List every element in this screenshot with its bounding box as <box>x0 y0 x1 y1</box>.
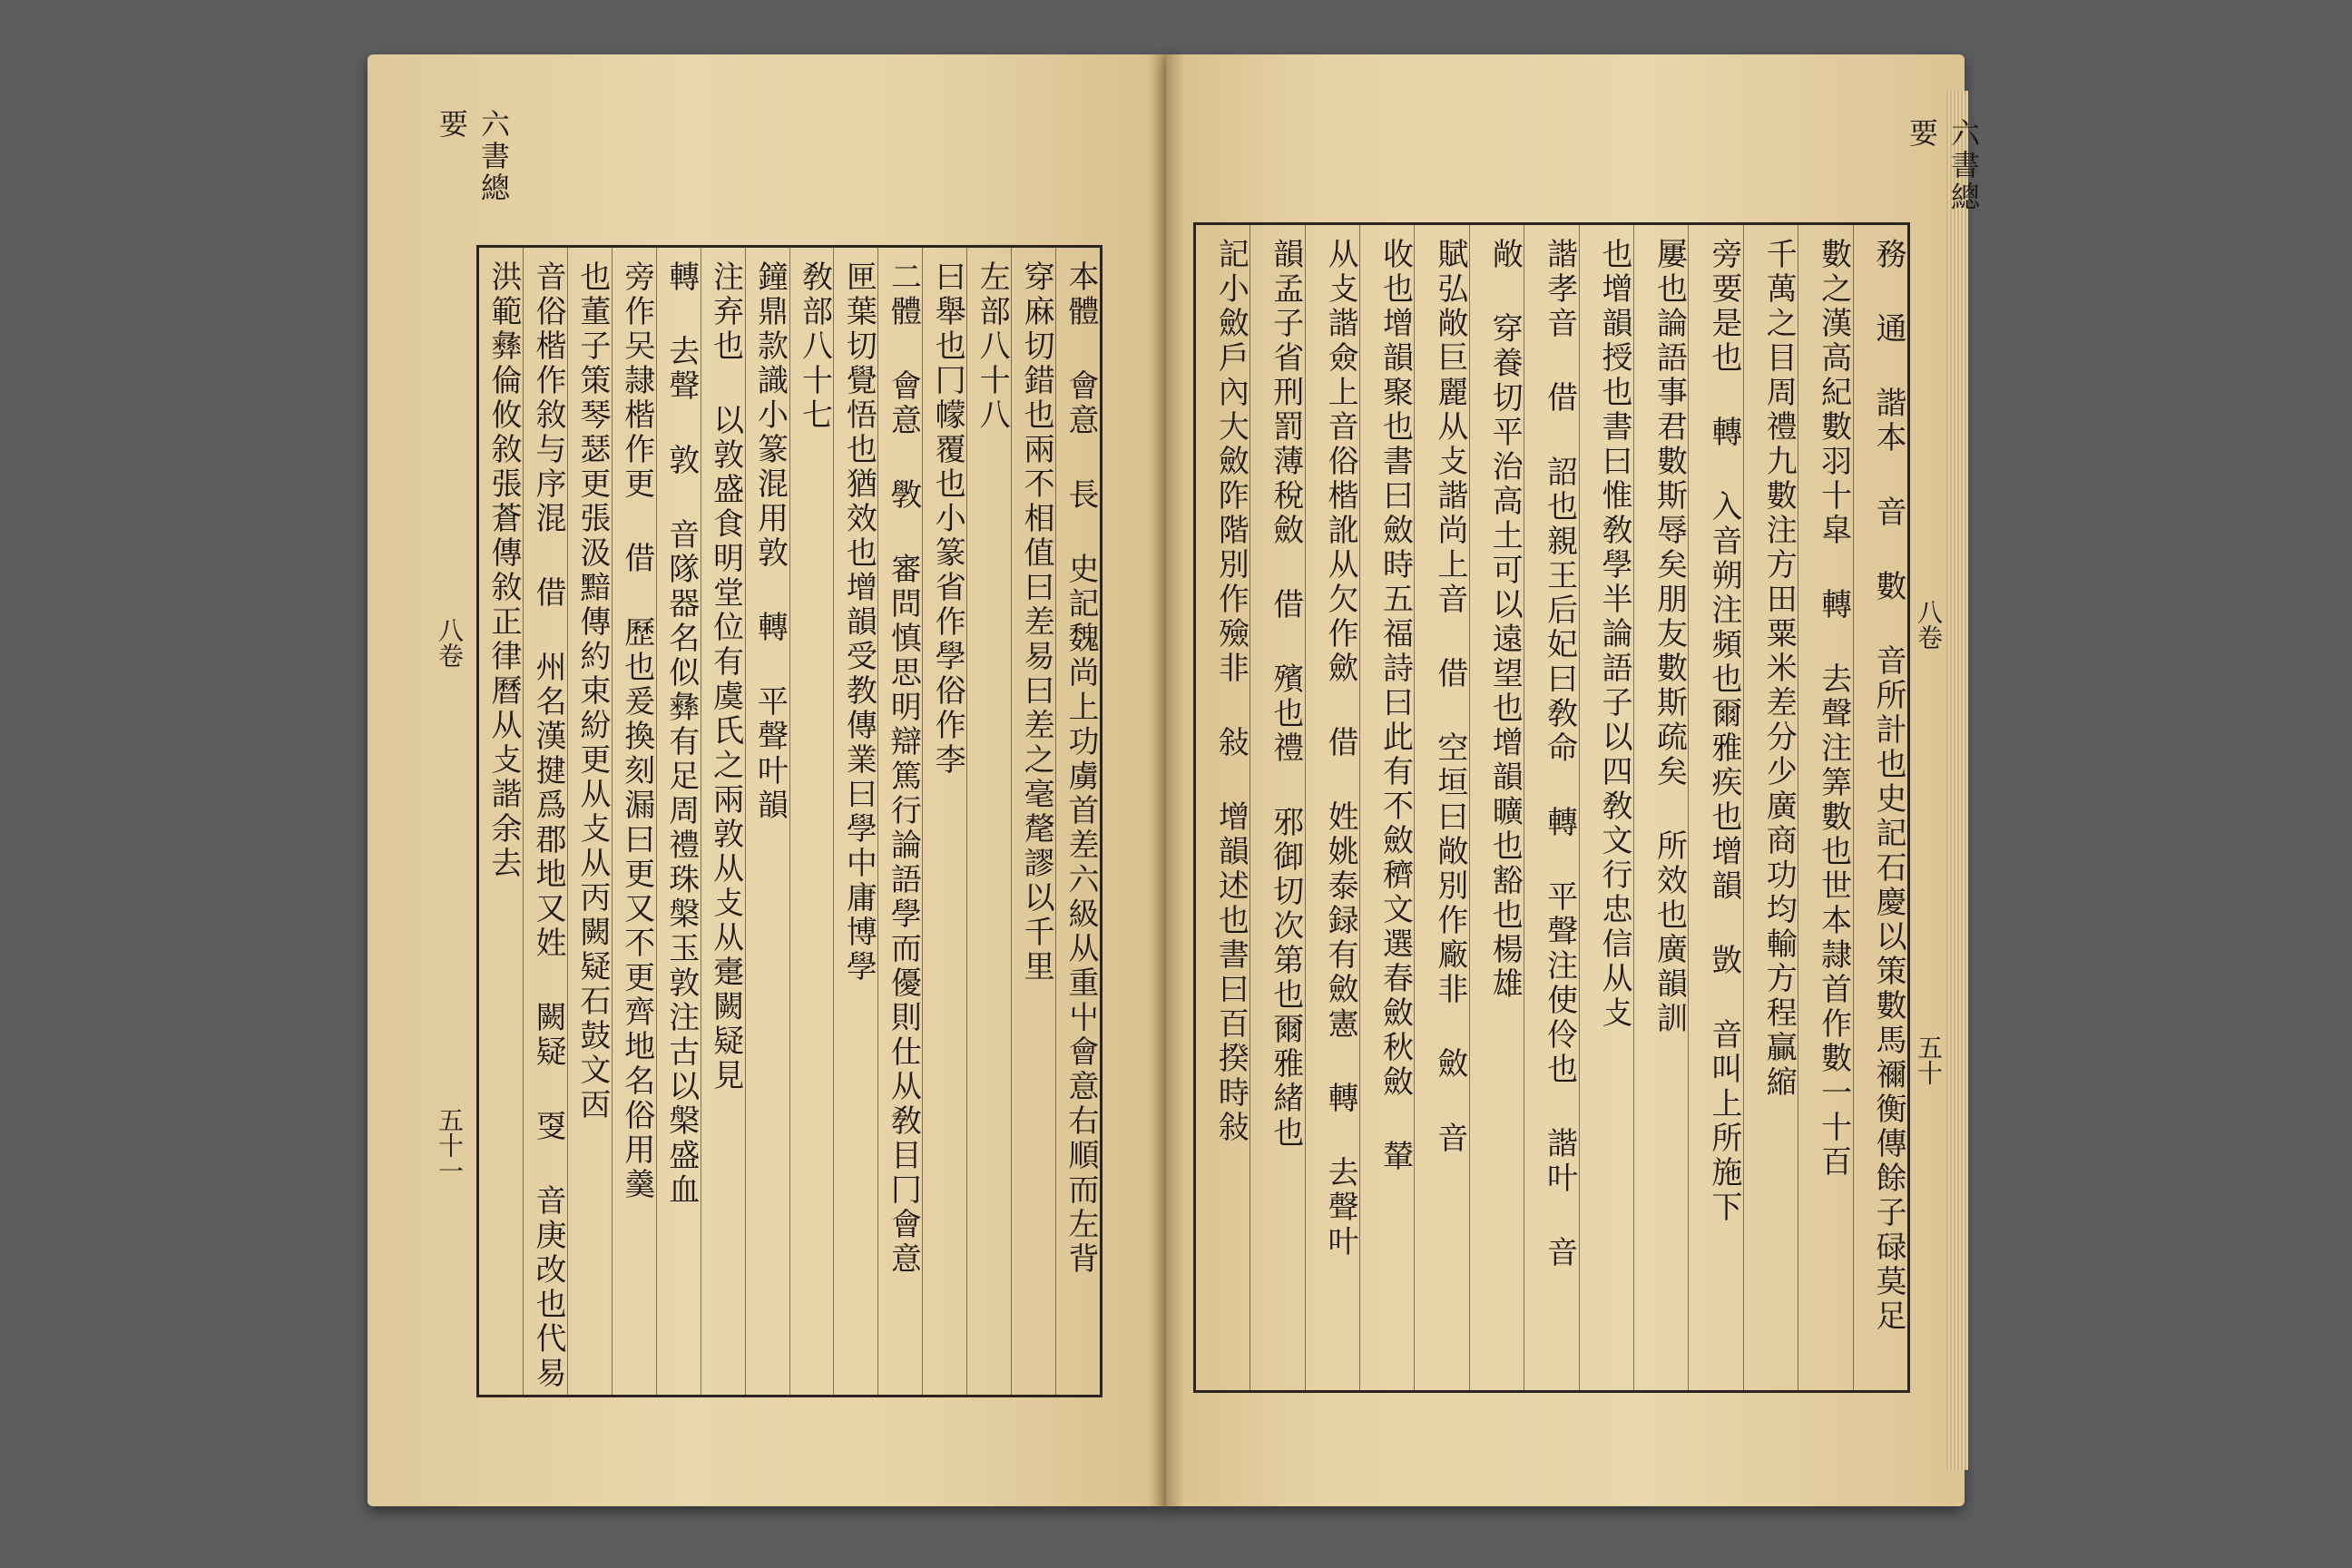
left-column: 轉 去聲 敦 音隊器名似彝有足周禮珠槃玉敦注古以槃盛血 <box>656 248 701 1395</box>
left-column: 匣葉切覺悟也猶效也增韻受教傳業曰學中庸博學 <box>833 248 877 1395</box>
left-column: 曰舉也冂幪覆也小篆省作學俗作李 <box>922 248 966 1395</box>
right-column: 諧孝音 借 詔也親王后妃曰敎命 轉 平聲注使伶也 諧叶 音 <box>1524 225 1578 1390</box>
left-folio <box>431 1107 467 1183</box>
left-columns <box>479 248 1100 1395</box>
left-volume <box>431 617 467 668</box>
right-column: 敞 穿養切平治高土可以遠望也增韻曠也豁也楊雄 <box>1469 225 1524 1390</box>
left-column: 本體 會意 長 史記魏尚上功虜首差六級从重屮會意右順而左背 <box>1055 248 1100 1395</box>
book-gutter <box>1148 54 1184 1506</box>
page-edges <box>1946 91 1968 1470</box>
open-book <box>368 54 1981 1515</box>
right-column: 記小斂戶內大斂阼階別作殮非 敍 增韻述也書曰百揆時敍 <box>1212 238 1250 1145</box>
left-column: 音俗楷作敘与序混 借 州名漢揵爲郡地又姓 闕疑 㪅 音庚改也代易 <box>523 248 567 1395</box>
left-column: 注弃也 以敦盛食明堂位有虞氏之兩敦从攴从㚄闕疑見 <box>701 248 745 1395</box>
right-column: 千萬之目周禮九數注方田粟米差分少廣商功均輸方程贏縮 <box>1743 225 1798 1390</box>
right-column: 數之漢高紀數羽十皐 轉 去聲注筭數也世本隷首作數一十百 <box>1798 225 1852 1390</box>
left-text-block <box>476 245 1102 1397</box>
right-volume <box>1910 599 1946 650</box>
left-folio-number: 五十一 <box>435 1107 465 1183</box>
left-volume-label: 八卷 <box>435 617 465 668</box>
left-header-title: 六書總要 <box>435 109 511 204</box>
right-page-header <box>1901 118 1984 236</box>
left-column: 旁作㕦隷楷作更 借 歷也爰換刻漏曰更又不更齊地名俗用羹 <box>612 248 656 1395</box>
right-volume-label: 八卷 <box>1914 599 1944 650</box>
left-page-header <box>431 109 514 227</box>
right-folio <box>1910 1034 1946 1085</box>
right-columns <box>1196 225 1907 1390</box>
right-column: 从攴諧僉上音俗楷訛从欠作歛 借 姓姚泰録有斂憲 轉 去聲叶 <box>1305 225 1359 1390</box>
left-column: 二體 會意 斆 審問慎思明辯篤行論語學而優則仕从敎目冂會意 <box>877 248 922 1395</box>
right-column: 屢也論語事君數斯辱矣朋友數斯疏矣 所效也廣韻訓 <box>1633 225 1688 1390</box>
left-column: 也董子策琴瑟更張汲黯傳約束紛更从攴从丙闕疑石鼓文㐁 <box>567 248 612 1395</box>
right-column: 韻孟子省刑罰薄稅斂 借 殯也禮 邪御切次第也爾雅緒也 <box>1250 225 1304 1390</box>
right-column: 也增韻授也書曰惟敎學半論語子以四敎文行忠信从攴 <box>1579 225 1633 1390</box>
right-column: 務 通 諧本 音 數 音所計也史記石慶以策數馬禰衡傳餘子碌莫足 <box>1853 225 1907 1390</box>
left-column: 穿麻切錯也兩不相值曰差易曰差之毫氂謬以千里 <box>1011 248 1055 1395</box>
right-column: 賦弘敞巨麗从攴諧尚上音 借 空垣曰敞別作廠非 斂 音 <box>1414 225 1468 1390</box>
left-column: 鐘鼎款識小篆混用敦 轉 平聲叶韻 <box>745 248 789 1395</box>
left-column: 左部八十八 <box>966 248 1011 1395</box>
right-column: 收也增韻聚也書曰斂時五福詩曰此有不斂穧文選春斂秋斂 輦 <box>1359 225 1414 1390</box>
left-column: 敎部八十七 <box>789 248 834 1395</box>
right-text-block <box>1193 222 1910 1393</box>
right-header-title: 六書總要 <box>1905 118 1981 213</box>
right-column: 旁要是也 轉 入音朔注頻也爾雅疾也增韻 敳 音叫上所施下 <box>1688 225 1742 1390</box>
left-column: 洪範彝倫攸敘張蒼傳敘正律曆从攴諧余去 <box>485 260 523 881</box>
right-folio-number: 五十 <box>1914 1034 1944 1085</box>
